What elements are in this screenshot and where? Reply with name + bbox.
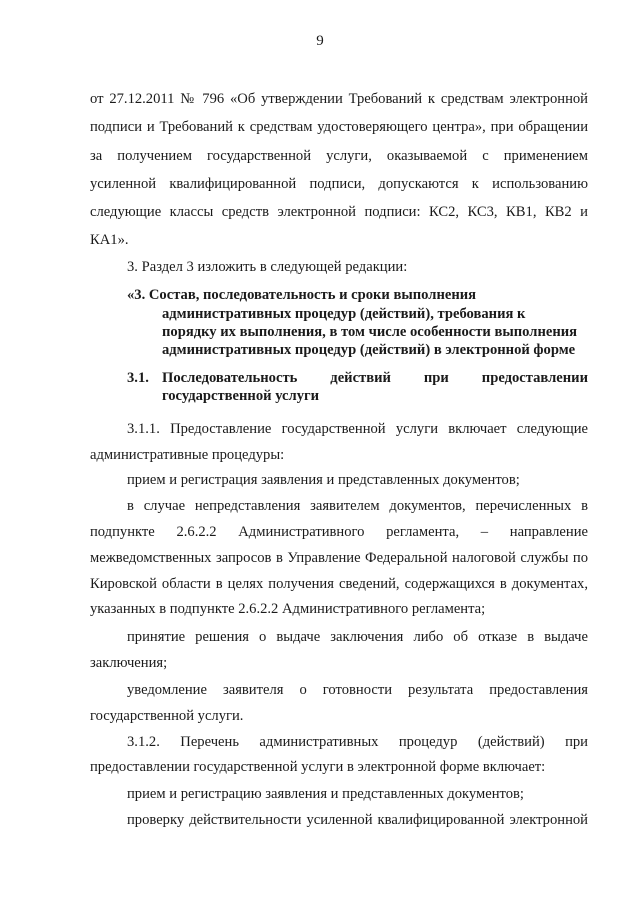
- text-line: усиленной квалифицированной подписи, допускаются к использованию: [90, 176, 588, 192]
- page-number: 9: [316, 33, 324, 49]
- text-line: прием и регистрацию заявления и представленных документов;: [127, 786, 524, 802]
- text-line: 3. Раздел 3 изложить в следующей редакции:: [127, 259, 408, 275]
- text-line: подпункте 2.6.2.2 Административного регламента, – направление: [90, 524, 588, 540]
- text-line: следующие классы средств электронной подписи: КС2, КС3, КВ1, КВ2 и: [90, 204, 588, 220]
- text-line: подписи и Требований к средствам удостоверяющего центра», при обращении: [90, 119, 588, 135]
- section-3-1-number: 3.1.: [127, 370, 149, 386]
- text-line: заключения;: [90, 655, 168, 671]
- text-line: государственной услуги.: [90, 708, 244, 724]
- section-3-1-heading: Последовательность действий при предоставлении: [162, 370, 588, 386]
- text-line: 3.1.2. Перечень административных процедур (действий) при: [127, 734, 588, 750]
- section-3-heading: административных процедур (действий), требования к: [162, 306, 526, 322]
- text-line: Кировской области в целях получения сведений, содержащихся в документах,: [90, 576, 588, 592]
- text-line: за получением государственной услуги, оказываемой с применением: [90, 148, 588, 164]
- section-3-heading: порядку их выполнения, в том числе особенности выполнения: [162, 324, 578, 340]
- section-3-heading: административных процедур (действий) в электронной форме: [162, 342, 576, 358]
- text-line: от 27.12.2011 № 796 «Об утверждении Требований к средствам электронной: [90, 91, 588, 107]
- text-line: принятие решения о выдаче заключения либо об отказе в выдаче: [127, 629, 588, 645]
- section-3-heading: «3. Состав, последовательность и сроки выполнения: [127, 287, 477, 303]
- text-line: проверку действительности усиленной квалифицированной электронной: [127, 812, 588, 828]
- text-line: прием и регистрация заявления и представленных документов;: [127, 472, 520, 488]
- text-line: 3.1.1. Предоставление государственной услуги включает следующие: [127, 421, 588, 437]
- text-line: уведомление заявителя о готовности результата предоставления: [127, 682, 588, 698]
- section-3-1-heading: государственной услуги: [162, 388, 320, 404]
- text-line: КА1».: [90, 232, 129, 248]
- text-line: указанных в подпункте 2.6.2.2 Административного регламента;: [90, 601, 486, 617]
- text-line: предоставлении государственной услуги в электронной форме включает:: [90, 759, 546, 775]
- text-line: межведомственных запросов в Управление Федеральной налоговой службы по: [90, 550, 588, 566]
- text-line: административные процедуры:: [90, 447, 285, 463]
- text-line: в случае непредставления заявителем документов, перечисленных в: [127, 498, 588, 514]
